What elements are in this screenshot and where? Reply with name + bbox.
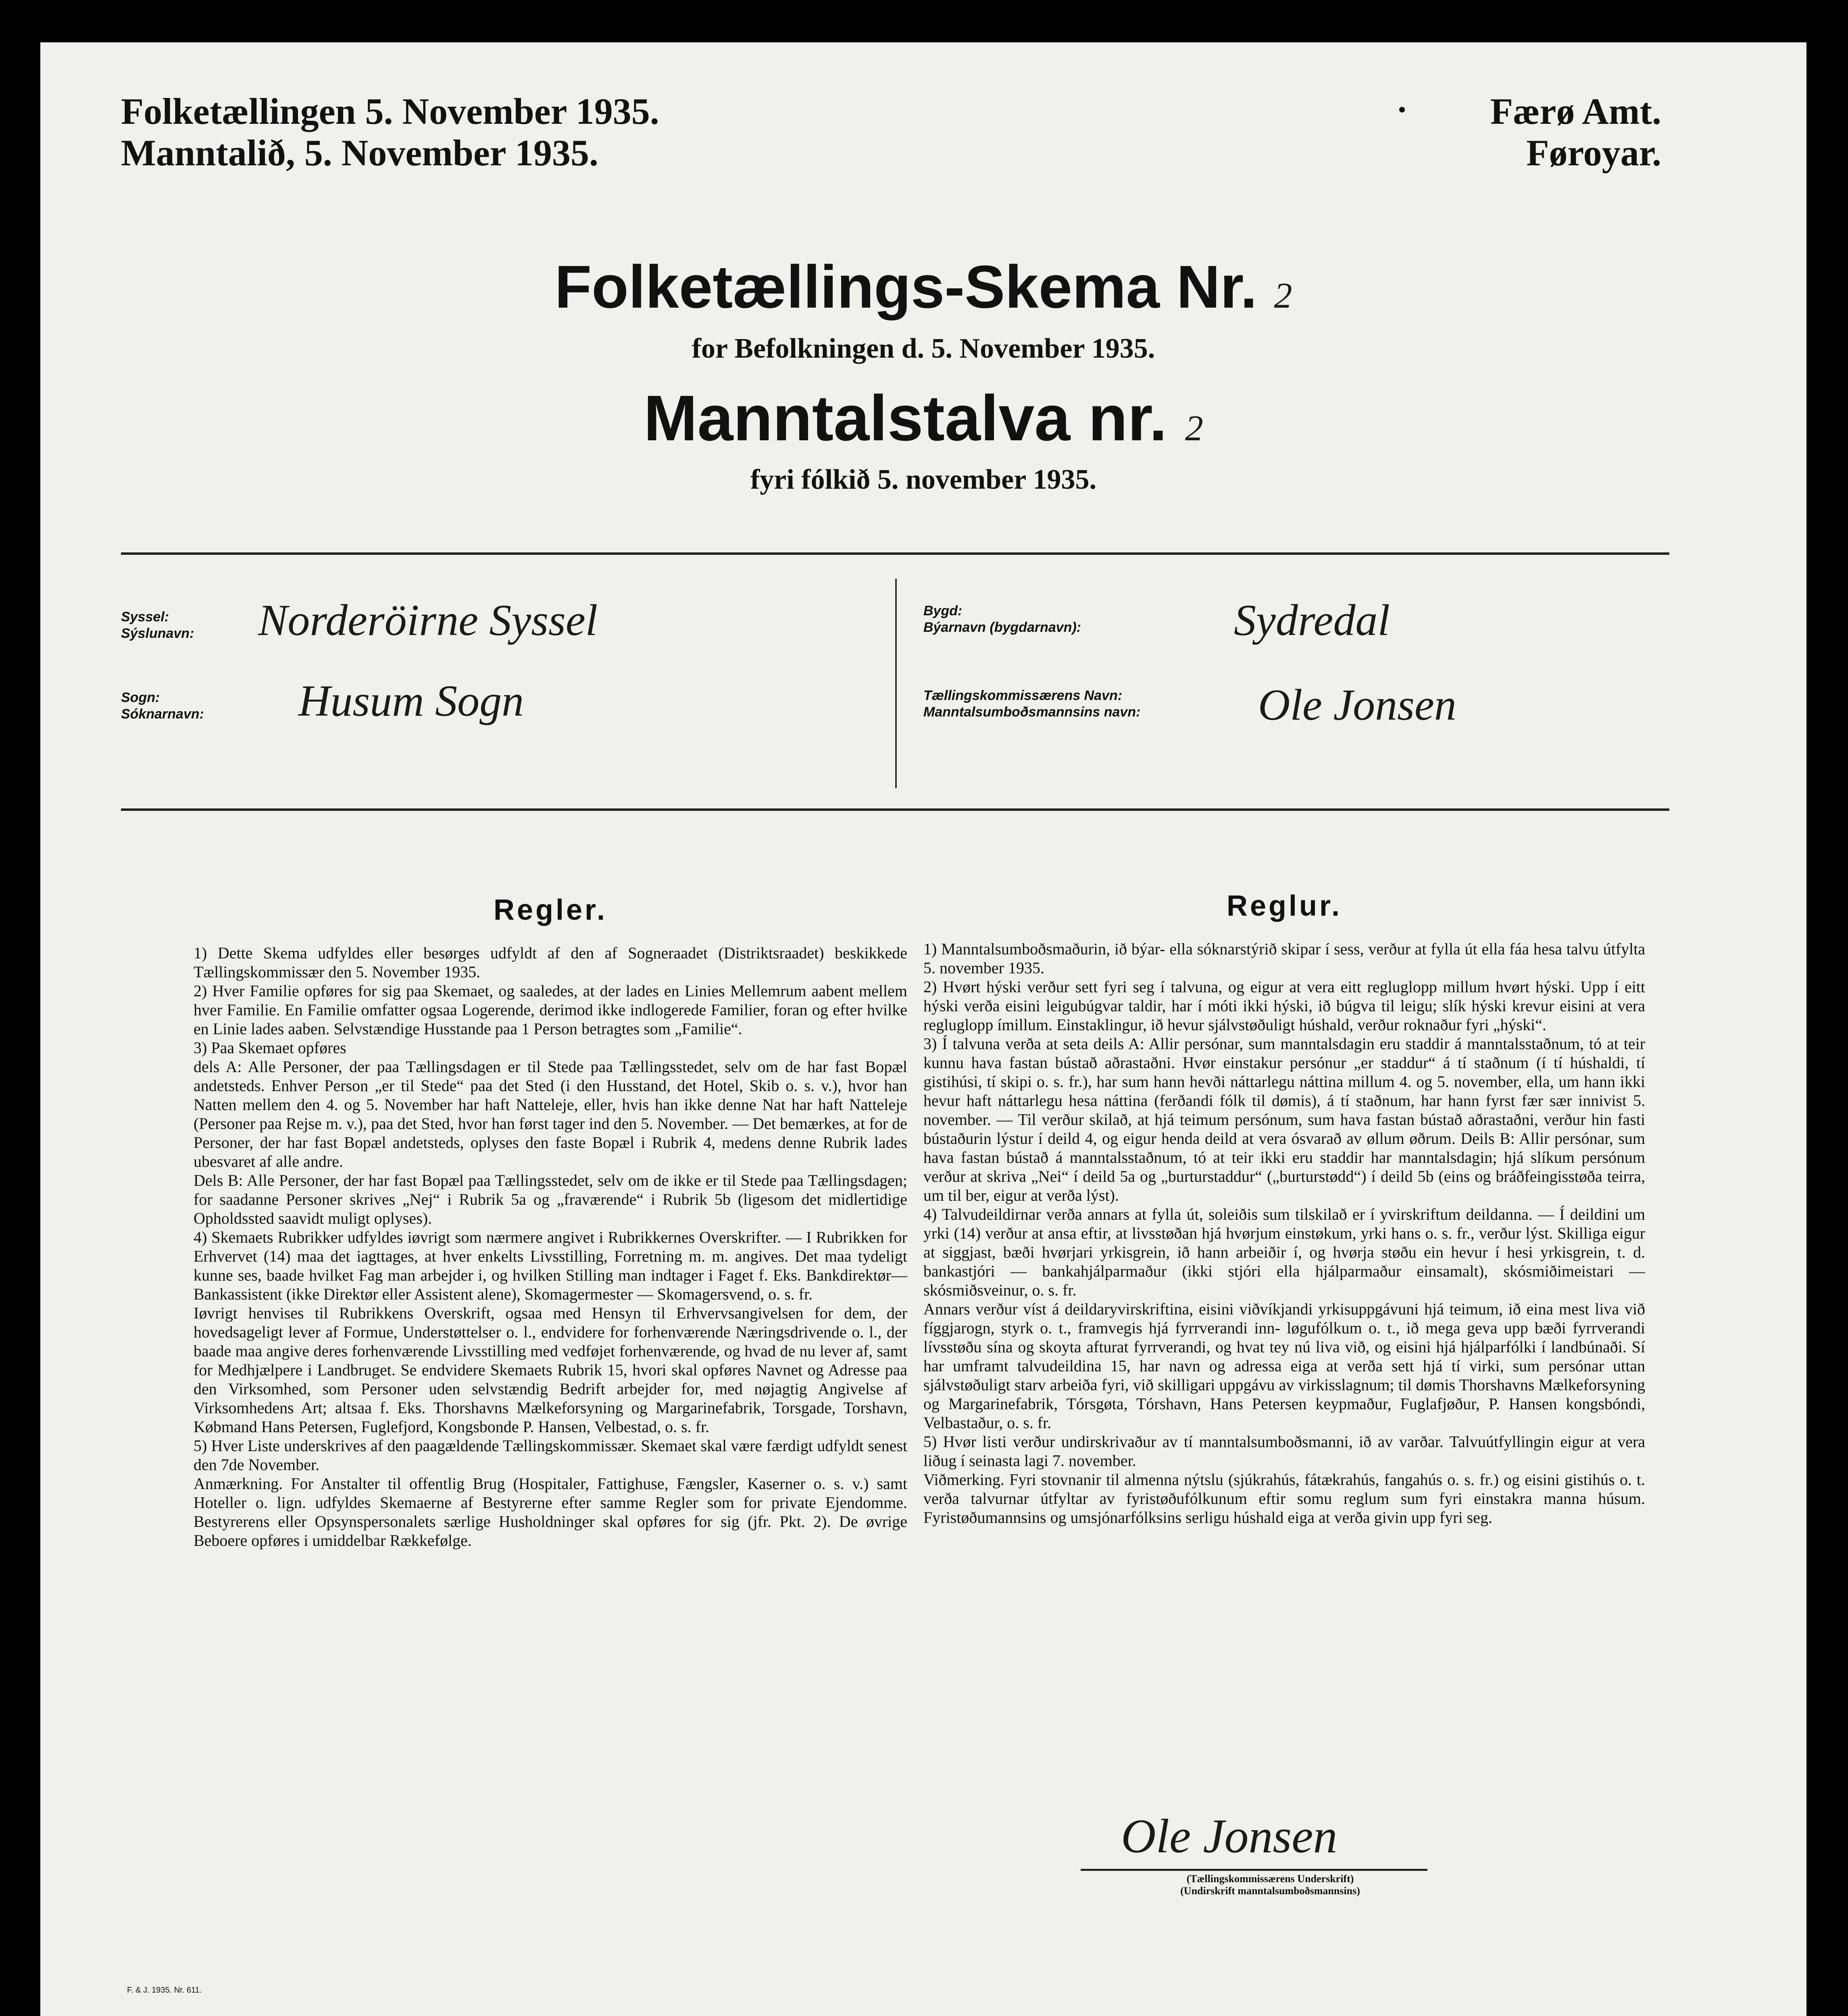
signature-caption-fo: (Undirskrift manntalsumboðsmannsins) [1180,1885,1360,1897]
regler-paragraph: Iøvrigt henvises til Rubrikkens Overskrift, ogsaa med Hensyn til Erhvervsangivelsen for dem, der hovedsageligt lever af Formue, Understøttelser o. l., endvidere for forhenværende Næringsdrivende o. l., der baade maa angive deres forhenværende Livsstilling med vedføjet forhenværende, og hvad de nu lever af, samt for Medhjælpere i Landbruget. Se endvidere Skemaets Rubrik 15, hvori skal opføres Navnet og Adresse paa den Virksomhed, som Personer uden selvstændig Bedrift arbejder for, med nøjagtig Angivelse af Virksomhedens Art; altsaa f. Eks. Thorshavns Mælkeforsyning og Margarinefabrik, Torsgade, Torshavn, Købmand Hans Petersen, Fuglefjord, Kongsbonde P. Hansen, Velbestad, o. s. fr. [194,1304,907,1436]
regler-column [194,893,907,1550]
title-da [40,252,1806,322]
reglur-paragraph: 1) Manntalsumboðsmaðurin, ið býar- ella sóknarstýrið skipar í sess, verður at fylla út ella fáa hesa talvu útfylta 5. november 1935. [923,939,1645,977]
title-fo-text: Manntalstalva nr. [644,382,1167,454]
sogn-label-da: Sogn: [121,690,160,705]
signature-caption-da: (Tællingskommissærens Underskrift) [1186,1873,1354,1885]
bygd-value: Sydredal [1234,596,1390,645]
syssel-value: Norderöirne Syssel [258,596,598,645]
syssel-label-da: Syssel: [121,609,169,625]
printer-mark: F. & J. 1935. Nr. 611. [127,1986,202,1995]
reglur-paragraph: 2) Hvørt hýski verður sett fyri seg í talvuna, og eigur at vera eitt regluglopp millum hvørt hýski. Upp í eitt hýski verða eisini leigubúgvar taldir, har í móti ikki hýski, ið búgva til leigu; slík hýski krevur eisini at vera regluglopp ímillum. Einstaklingur, ið hevur sjálvstøðuligt húshald, verður roknaður fyri „hýski“. [923,977,1645,1034]
reglur-paragraph: 5) Hvør listi verður undirskrivaður av tí manntalsumboðsmanni, ið av varðar. Talvuútfyllingin eigur at vera liðug í seinasta lagi 7. november. [923,1432,1645,1470]
kommissaer-label-da: Tællingskommissærens Navn: [923,688,1123,703]
syssel-label [121,609,194,642]
regler-paragraph: Dels B: Alle Personer, der har fast Bopæl paa Tællingsstedet, selv om de ikke er til Stede paa Tællingsdagen; for saadanne Personer skrives „Nej“ i Rubrik 5a og „fraværende“ i Rubrik 5b (ligesom det midlertidige Opholdssted saavidt muligt oplyses). [194,1171,907,1227]
regler-paragraph: 5) Hver Liste underskrives af den paagældende Tællingskommissær. Skemaet skal være færdigt udfyldt senest den 7de November. [194,1436,907,1474]
title-da-text: Folketællings-Skema Nr. [554,253,1257,321]
header-left-line1: Folketællingen 5. November 1935. [121,91,659,132]
header-right [1490,91,1661,174]
signature-name: Ole Jonsen [1121,1809,1338,1863]
subtitle-fo: fyri fólkið 5. november 1935. [750,464,1097,495]
header-right-line2: Føroyar. [1526,132,1661,174]
syssel-label-fo: Sýslunavn: [121,625,194,641]
regler-paragraph: 1) Dette Skema udfyldes eller besørges udfyldt af den af Sogneraadet (Distriktsraadet) beskikkede Tællingskommissær den 5. November 1935. [194,943,907,981]
subtitle-da: for Befolkningen d. 5. November 1935. [692,333,1155,364]
top-rule [121,552,1669,555]
header-right-line1: Færø Amt. [1490,91,1661,132]
title-da-number: 2 [1274,276,1292,316]
sogn-value: Husum Sogn [298,676,524,725]
signature-line [1081,1869,1427,1871]
bygd-label [923,603,1081,636]
regler-paragraph: 2) Hver Familie opføres for sig paa Skemaet, og saaledes, at der lades en Linies Mellemrum aabent mellem hver Familie. En Familie omfatter ogsaa Logerende, derimod ikke indlogerede Familier, foran og efter hvilke en Linie lades aaben. Selvstændige Husstande paa 1 Person betragtes som „Familie“. [194,981,907,1038]
fields-divider [895,579,897,788]
census-form-page [40,42,1806,2016]
sogn-label-fo: Sóknarnavn: [121,706,204,722]
signature-caption [1129,1873,1411,1897]
reglur-paragraph: 4) Talvudeildirnar verða annars at fylla út, soleiðis sum tilskilað er í yvirskriftum deildanna. — Í deildini um yrki (14) verður at ansa eftir, at livsstøðan hjá hvørjum einstøkum, yrki hans o. s. fr., verður lýst. Skilliga eigur at siggjast, bæði hvørjari yrkisgrein, ið hann arbeiðir í, og hvørja støðu ein hevur í hesi yrkisgrein, t. d. bankastjóri — bankahjálparmaður (ikki stjóri ella hjálparmaður einsamalt), skósmiðimeistari — skósmiðsveinur, o. s. fr. [923,1205,1645,1299]
header-left [121,91,659,174]
kommissaer-label [923,687,1140,721]
reglur-heading: Reglur. [1226,890,1342,922]
reglur-column [923,889,1645,1527]
reglur-paragraph: Viðmerking. Fyri stovnanir til almenna nýtslu (sjúkrahús, fátækrahús, fangahús o. s. fr.) og eisini gistihús o. t. verða talvurnar útfyltar av fyristøðufólkunum eftir somu reglum sum fyri einstakra manna húsum. Fyristøðumannsins og umsjónarfólksins serligu húshald eiga at verða givin upp fyri seg. [923,1470,1645,1527]
regler-heading: Regler. [493,894,608,926]
regler-paragraph: dels A: Alle Personer, der paa Tællingsdagen er til Stede paa Tællingsstedet, selv om de har fast Bopæl andetsteds. Enhver Person „er til Stede“ paa det Sted (i den Husstand, det Hotel, Skib o. s. v.), hvor han Natten mellem den 4. og 5. November har haft Natteleje, eller, hvis han ikke denne Nat har haft Natteleje (Personer paa Rejse m. v.), paa det Sted, hvor han først tager ind den 5. November. — Det bemærkes, at for de Personer, der har fast Bopæl andetsteds, oplyses den faste Bopæl i Rubrik 4, medens denne Rubrik lades ubesvaret af alle andre. [194,1057,907,1170]
bottom-rule [121,808,1669,811]
bygd-label-da: Bygd: [923,603,963,619]
reglur-paragraph: 3) Í talvuna verða at seta deils A: Allir persónar, sum manntalsdagin eru staddir á manntalsstaðnum, tó at teir kunnu hava fastan bústað aðrastaðni. Hvør einstakur persónur „er staddur“ á tí staðnum (í tí húshaldi, tí gistihúsi, tí skipi o. s. fr.), har sum hann hevði náttarlegu náttina millum 4. og 5. november, ella, um hann ikki hevur haft náttarlegu hesa náttina (ferðandi fólk til dømis), á tí staðnum, har hann fyrst fær sær innivist 5. november. — Til verður skilað, at hjá teimum persónum, sum hava fastan bústað aðrastaðni, verður hin fasti bústaðurin lýstur í deild 4, og eigur henda deild at vera ósvarað av øllum øðrum. Deils B: Allir persónar, sum hava fastan bústað á manntalsstaðnum, tó at teir ikki eru staddir har manntalsdagin; hjá slíkum persónum verður at skriva „Nei“ í deild 5a og „burturstaddur“ („burturstødd“) í deild 5b (eins og bráðfeingisstøða teirra, um til ber, eigur at verða lýst). [923,1034,1645,1204]
kommissaer-label-fo: Manntalsumboðsmannsins navn: [923,704,1141,720]
title-fo-number: 2 [1185,408,1203,448]
bygd-label-fo: Býarnavn (bygdarnavn): [923,619,1081,635]
header-left-line2: Manntalið, 5. November 1935. [121,132,599,174]
title-fo [40,381,1806,455]
regler-paragraph: 3) Paa Skemaet opføres [194,1038,346,1057]
kommissaer-value: Ole Jonsen [1258,680,1456,729]
sogn-label [121,689,204,723]
regler-paragraph: 4) Skemaets Rubrikker udfyldes iøvrigt som nærmere angivet i Rubrikkernes Overskrifter. — I Rubrikken for Erhvervet (14) maa det iagttages, at hver enkelts Livsstilling, Forretning m. m. angives. Det maa tydeligt kunne ses, baade hvilket Fag man arbejder i, og hvilken Stilling man indtager i Faget f. Eks. Bankdirektør—Bankassistent (ikke Direktør eller Assistent alene), Skomagermester — Skomagersvend, o. s. fr. [194,1228,907,1303]
reglur-paragraph: Annars verður víst á deildaryvirskriftina, eisini viðvíkjandi yrkisuppgávuni hjá teimum, ið eina mest liva við fíggjarogn, styrk o. t., framvegis hjá fyrrverandi inn- løgufólkum o. t., ið mega geva upp bæði fyrrverandi lívsstøðu sína og skoyta afturat fyrrverandi, og hvat tey nú liva við, og eisini hjá hjálparfólki í landbúnaði. Sí har umframt talvudeildina 15, har navn og adressa eiga at verða sett hjá tí virki, sum persónar uttan sjálvstøðuligt starv arbeiða fyri, við skilligari uppgávu av virkisslagnum; til dømis Thorshavns Mælkeforsyning og Margarinefabrik, Tórsgøta, Tórshavn, Hans Petersen keypmaður, Fuglafjøður, P. Hansen kongsbóndi, Velbastaður, o. s. fr. [923,1300,1645,1432]
bullet-dot [1399,107,1405,112]
regler-paragraph: Anmærkning. For Anstalter til offentlig Brug (Hospitaler, Fattighuse, Fængsler, Kaserner o. s. v.) samt Hoteller o. lign. udfyldes Skemaerne af Bestyrerne efter samme Regler som for private Ejendomme. Bestyrerens eller Opsynspersonalets særlige Husholdninger skal opføres for sig (jfr. Pkt. 2). De øvrige Beboere opføres i umiddelbar Rækkefølge. [194,1474,907,1549]
